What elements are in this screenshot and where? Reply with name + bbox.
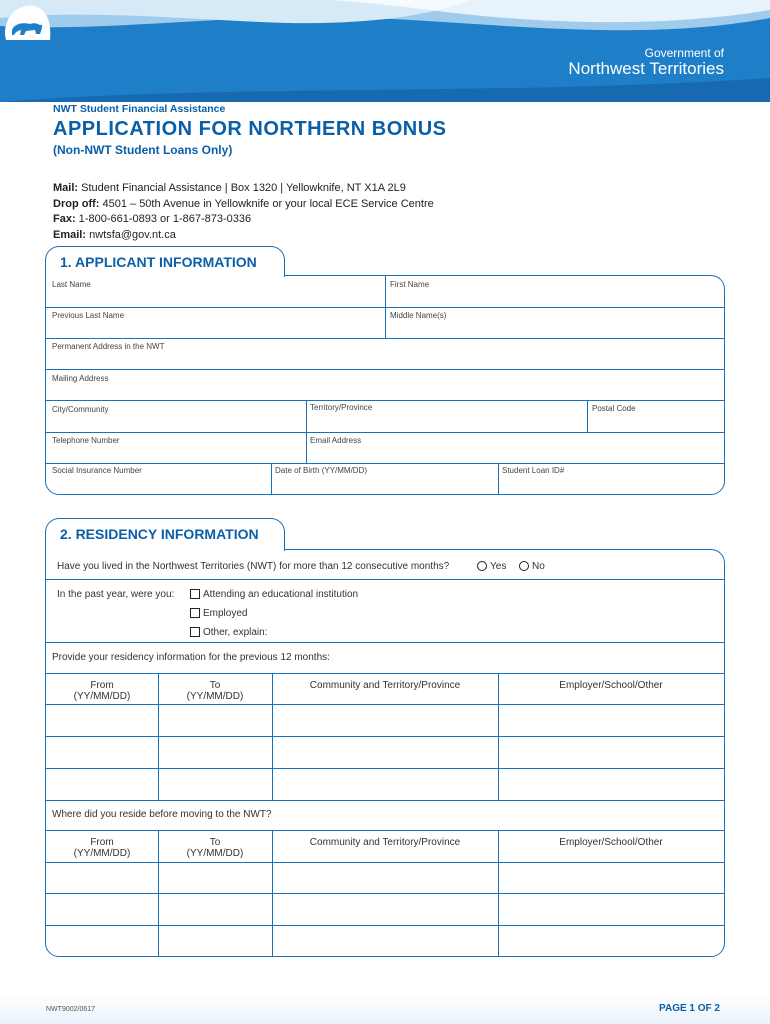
last-name-field[interactable]: Last Name [52,280,91,289]
previous-last-name-field[interactable]: Previous Last Name [52,311,125,320]
col-divider [306,400,307,463]
table-row-divider [46,893,724,894]
telephone-field[interactable]: Telephone Number [52,436,120,445]
past-year-question: In the past year, were you: [57,589,175,600]
row-divider [46,432,724,433]
residency-information-title: 2. RESIDENCY INFORMATION [60,526,259,542]
mail-line [53,181,434,197]
other-checkbox[interactable] [190,627,200,637]
table-row-divider [46,736,724,737]
student-loan-id-field[interactable]: Student Loan ID# [502,466,565,475]
date-of-birth-field[interactable]: Date of Birth (YY/MM/DD) [275,466,368,475]
email-value: nwtsfa@gov.nt.ca [86,228,176,241]
table-col-divider [272,673,273,800]
sin-field[interactable]: Social Insurance Number [52,466,142,475]
from-label: From [90,837,114,848]
before-nwt-prompt: Where did you reside before moving to the NWT? [52,809,272,820]
form-subtitle: (Non-NWT Student Loans Only) [53,143,233,157]
mail-label: Mail: [53,182,79,194]
government-name-label: Northwest Territories [568,59,724,78]
table-row-divider [46,768,724,769]
employed-label: Employed [203,608,248,619]
col-divider [271,463,272,494]
tab-join [47,548,284,551]
program-name: NWT Student Financial Assistance [53,103,226,115]
row-divider [46,673,724,674]
permanent-address-field[interactable]: Permanent Address in the NWT [52,342,165,351]
employed-checkbox[interactable] [190,608,200,618]
yes-radio[interactable] [477,561,487,571]
to-format: (YY/MM/DD) [186,848,244,859]
from-format: (YY/MM/DD) [73,848,131,859]
postal-code-field[interactable]: Postal Code [592,404,636,413]
row-divider [46,400,724,401]
applicant-information-tab [45,246,285,277]
page-number: PAGE 1 OF 2 [659,1003,720,1014]
email-label: Email: [53,228,87,241]
table-col-divider [272,830,273,956]
attending-institution-checkbox[interactable] [190,589,200,599]
row-divider [46,830,724,831]
table-col-divider [498,673,499,800]
row-divider [46,338,724,339]
mailing-address-field[interactable]: Mailing Address [52,374,109,383]
previous-12-months-prompt: Provide your residency information for the previous 12 months: [52,652,330,663]
form-title: APPLICATION FOR NORTHERN BONUS [53,118,447,140]
employer-column-header: Employer/School/Other [559,680,663,691]
community-column-header: Community and Territory/Province [309,837,461,848]
other-label: Other, explain: [203,627,268,638]
attending-institution-label: Attending an educational institution [203,589,359,600]
residency-information-tab [45,518,285,551]
header-banner [0,0,770,102]
territory-province-field[interactable]: Territory/Province [310,403,373,412]
email-address-field[interactable]: Email Address [310,436,362,445]
contact-info [53,181,434,243]
residency-information-box [45,549,725,957]
yes-label: Yes [490,561,507,572]
polar-bear-logo [0,0,54,44]
email-line [53,228,434,244]
applicant-information-title: 1. APPLICANT INFORMATION [60,254,257,270]
row-divider [46,642,724,643]
table-col-divider [498,830,499,956]
table-col-divider [158,673,159,800]
community-column-header: Community and Territory/Province [309,680,461,691]
city-community-field[interactable]: City/Community [52,405,109,414]
dropoff-value: 4501 – 50th Avenue in Yellowknife or your local ECE Service Centre [99,197,434,210]
table-row-divider [46,925,724,926]
from-column-header [46,680,158,702]
row-divider [46,579,724,580]
middle-names-field[interactable]: Middle Name(s) [390,311,447,320]
from-format: (YY/MM/DD) [73,691,131,702]
fax-label: Fax: [53,213,76,225]
table-row-divider [46,704,724,705]
footer-band [0,995,770,1024]
col-divider [385,276,386,338]
nwt-12-months-question: Have you lived in the Northwest Territories (NWT) for more than 12 consecutive months? [57,561,450,572]
from-column-header [46,837,158,859]
row-divider [46,463,724,464]
dropoff-label: Drop off: [53,197,100,210]
row-divider [46,369,724,370]
to-format: (YY/MM/DD) [186,691,244,702]
no-radio[interactable] [519,561,529,571]
to-label: To [209,837,221,848]
employer-column-header: Employer/School/Other [559,837,663,848]
from-label: From [90,680,114,691]
government-of-label: Government of [644,46,724,60]
fax-line [53,212,434,228]
form-code: NWT9002/0617 [46,1006,96,1013]
table-row-divider [46,800,724,801]
table-row-divider [46,862,724,863]
no-label: No [532,561,545,572]
dropoff-line [53,197,434,213]
to-column-header [158,680,272,702]
to-column-header [158,837,272,859]
col-divider [498,463,499,494]
fax-value: 1-800-661-0893 or 1-867-873-0336 [75,213,252,225]
mail-value: Student Financial Assistance | Box 1320 | Yellowknife, NT X1A 2L9 [78,182,406,194]
col-divider [587,400,588,432]
tab-join [47,274,284,277]
first-name-field[interactable]: First Name [390,280,430,289]
to-label: To [209,680,221,691]
table-col-divider [158,830,159,956]
